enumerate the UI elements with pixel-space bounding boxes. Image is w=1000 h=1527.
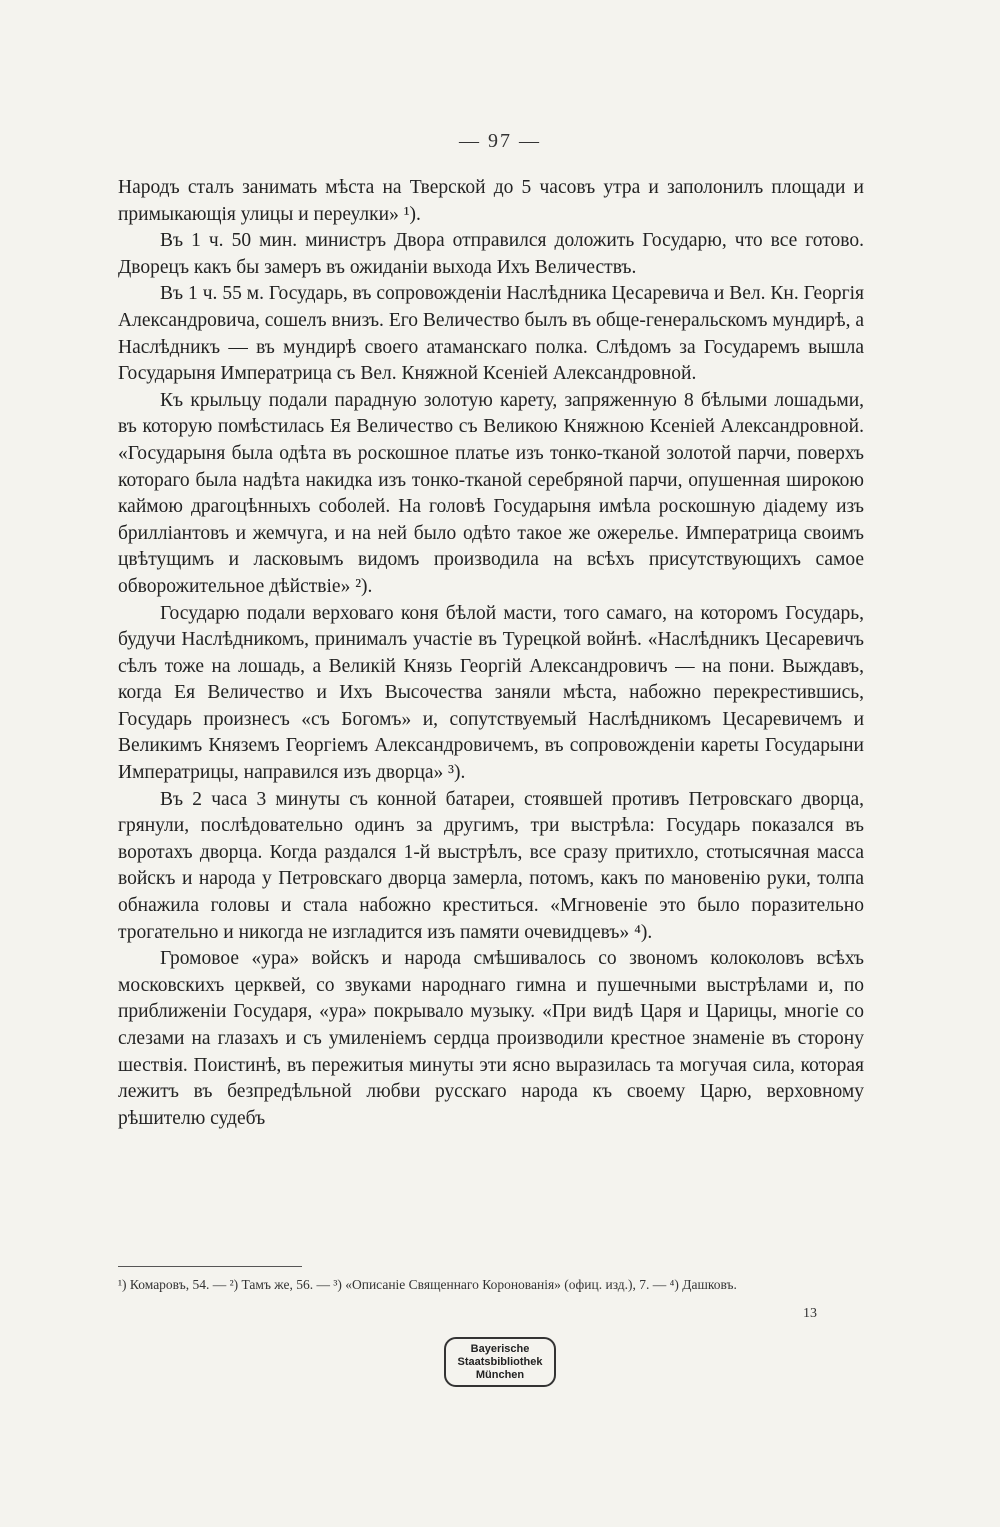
main-text xyxy=(118,175,864,1132)
paragraph-2: Въ 1 ч. 50 мин. министръ Двора отправился доложить Государю, что все готово. Дворецъ какъ бы замеръ въ ожиданіи выхода Ихъ Величествъ. xyxy=(118,230,864,278)
stamp-line-2: Staatsbibliothek xyxy=(457,1355,543,1368)
paragraph-3: Въ 1 ч. 55 м. Государь, въ сопровожденіи Наслѣдника Цесаревича и Вел. Кн. Георгія Александровича, сошелъ внизъ. Его Величество былъ въ обще-генеральскомъ мундирѣ, а Наслѣдникъ — въ мундирѣ своего атаманскаго полка. Слѣдомъ за Государемъ вышла Государыня Императрица съ Вел. Княжной Ксеніей Александровной. xyxy=(118,283,864,385)
paragraph-4: Къ крыльцу подали парадную золотую карету, запряженную 8 бѣлыми лошадьми, въ которую помѣстилась Ея Величество съ Великою Княжною Ксеніей Александровной. «Государыня была одѣта въ роскошное платье изъ тонко-тканой золотой парчи, поверхъ котораго была надѣта накидка изъ тонко-тканой серебряной парчи, опушенная широкою каймою драгоцѣнныхъ соболей. На головѣ Государыня имѣла роскошную діадему изъ брилліантовъ и жемчуга, и на ней было одѣто такое же ожерелье. Императрица своимъ цвѣтущимъ и ласковымъ видомъ производила на всѣхъ присутствующихъ самое обворожительное дѣйствіе» ²). xyxy=(118,389,864,597)
paragraph-5: Государю подали верховаго коня бѣлой масти, того самаго, на которомъ Государь, будучи Наслѣдникомъ, принималъ участіе въ Турецкой войнѣ. «Наслѣдникъ Цесаревичъ сѣлъ тоже на лошадь, а Великій Князь Георгій Александровичъ — на пони. Выждавъ, когда Ея Величество и Ихъ Высочества заняли мѣста, набожно перекрестившись, Государь произнесъ «съ Богомъ» и, сопутствуемый Наслѣдникомъ Цесаревичемъ и Великимъ Княземъ Георгіемъ Александровичемъ, въ сопровожденіи кареты Государыни Императрицы, направился изъ дворца» ³). xyxy=(118,602,864,784)
library-stamp xyxy=(444,1337,556,1387)
paragraph-7: Громовое «ура» войскъ и народа смѣшивалось со звономъ колоколовъ всѣхъ московскихъ церквей, со звуками народнаго гимна и пушечными выстрѣлами и, по приближеніи Государя, «ура» покрывало музыку. «При видѣ Царя и Царицы, многіе со слезами на глазахъ и съ умиленіемъ сердца производили крестное знаменіе въ сторону шествія. Поистинѣ, въ пережитыя минуты эти ясно выразилась та могучая сила, которая лежитъ въ безпредѣльной любви русскаго народа къ своему Царю, верховному рѣшителю судебъ xyxy=(118,948,864,1129)
paragraph-6: Въ 2 часа 3 минуты съ конной батареи, стоявшей противъ Петровскаго дворца, грянули, послѣдовательно одинъ за другимъ, три выстрѣла: Государь показался въ воротахъ дворца. Когда раздался 1-й выстрѣлъ, все сразу притихло, стотысячная масса войскъ и народа у Петровскаго дворца замерла, потомъ, какъ по мановенію руки, толпа обнажила головы и стала набожно креститься. «Мгновеніе это было поразительно трогательно и никогда не изгладится изъ памяти очевидцевъ» ⁴). xyxy=(118,788,864,943)
stamp-line-3: München xyxy=(475,1368,525,1381)
page-number: — 97 — xyxy=(459,130,541,152)
stamp-line-1: Bayerische xyxy=(470,1342,530,1355)
footnotes: ¹) Комаровъ, 54. — ²) Тамъ же, 56. — ³) «Описаніе Священнаго Коронованія» (офиц. изд.), 7. — ⁴) Дашковъ. xyxy=(118,1277,737,1292)
footnote-divider xyxy=(118,1266,302,1267)
paragraph-1: Народъ сталъ занимать мѣста на Тверской до 5 часовъ утра и заполонилъ площади и примыкающія улицы и переулки» ¹). xyxy=(118,177,864,225)
signature-number: 13 xyxy=(803,1306,817,1321)
